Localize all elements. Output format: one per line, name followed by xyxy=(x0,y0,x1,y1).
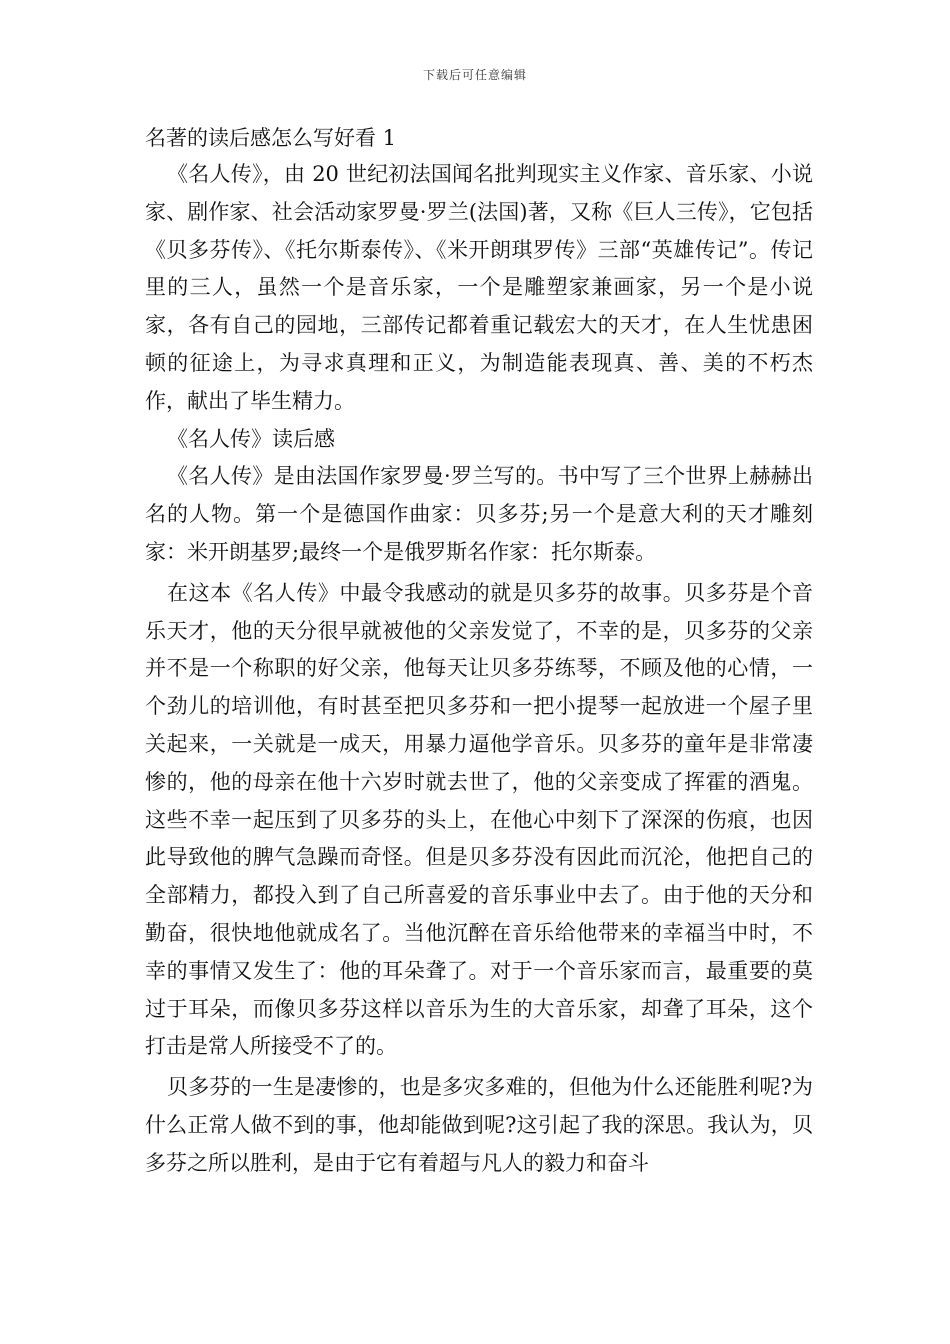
paragraph-intro: 《名人传》，由 20 世纪初法国闻名批判现实主义作家、音乐家、小说家、剧作家、社会活动家罗曼·罗兰(法国)著，又称《巨人三传》，它包括《贝多芬传》、《托尔斯泰传》、《米开朗琪罗传》三部“英雄传记”。传记里的三人，虽然一个是音乐家，一个是雕塑家兼画家，另一个是小说家，各有自己的园地，三部传记都着重记载宏大的天才，在人生忧患困顿的征途上，为寻求真理和正义，为制造能表现真、善、美的不朽杰作，献出了毕生精力。 xyxy=(145,162,813,413)
paragraph-book-overview: 《名人传》是由法国作家罗曼·罗兰写的。书中写了三个世界上赫赫出名的人物。第一个是德国作曲家：贝多芬;另一个是意大利的天才雕刻家：米开朗基罗;最终一个是俄罗斯名作家：托尔斯泰。 xyxy=(145,464,813,564)
paragraph-beethoven-story: 在这本《名人传》中最令我感动的就是贝多芬的故事。贝多芬是个音乐天才，他的天分很早就被他的父亲发觉了，不幸的是，贝多芬的父亲并不是一个称职的好父亲，他每天让贝多芬练琴，不顾及他的心情，一个劲儿的培训他，有时甚至把贝多芬和一把小提琴一起放进一个屋子里关起来，一关就是一成天，用暴力逼他学音乐。贝多芬的童年是非常凄惨的，他的母亲在他十六岁时就去世了，他的父亲变成了挥霍的酒鬼。这些不幸一起压到了贝多芬的头上，在他心中刻下了深深的伤痕，也因此导致他的脾气急躁而奇怪。但是贝多芬没有因此而沉沦，他把自己的全部精力，都投入到了自己所喜爱的音乐事业中去了。由于他的天分和勤奋，很快地他就成名了。当他沉醉在音乐给他带来的幸福当中时，不幸的事情又发生了：他的耳朵聋了。对于一个音乐家而言，最重要的莫过于耳朵，而像贝多芬这样以音乐为生的大音乐家，却聋了耳朵，这个打击是常人所接受不了的。 xyxy=(145,580,813,1059)
document-body xyxy=(145,120,813,1183)
page-header: 下载后可任意编辑 xyxy=(422,68,527,82)
paragraph-reflection: 贝多芬的一生是凄惨的，也是多灾多难的，但他为什么还能胜利呢?为什么正常人做不到的事，他却能做到呢?这引起了我的深思。我认为，贝多芬之所以胜利，是由于它有着超与凡人的毅力和奋斗 xyxy=(145,1075,813,1175)
document-title: 名著的读后感怎么写好看 1 xyxy=(145,126,397,150)
paragraph-subtitle: 《名人传》读后感 xyxy=(167,426,336,451)
